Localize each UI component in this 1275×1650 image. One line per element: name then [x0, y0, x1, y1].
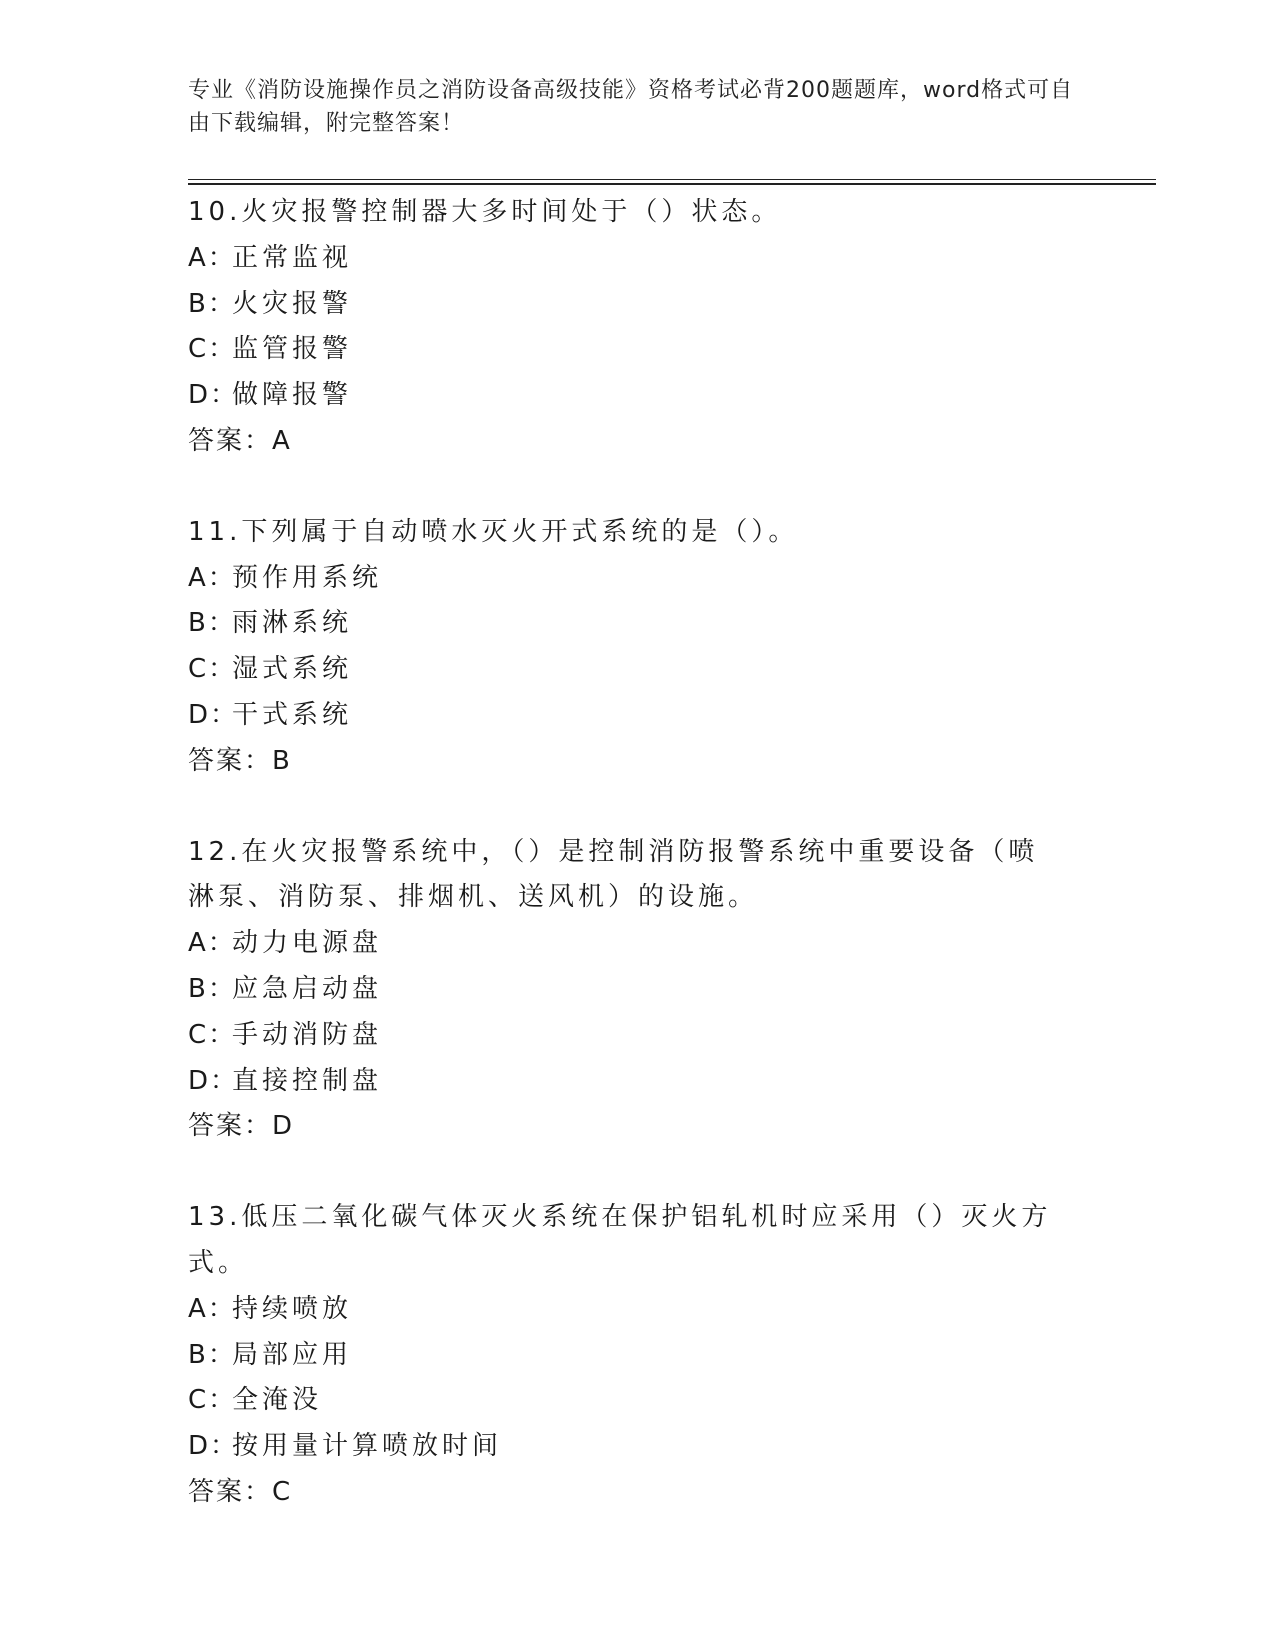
option-text: 正常监视 [232, 242, 353, 273]
option-key: A： [188, 562, 236, 593]
option-b [188, 967, 1088, 1013]
option-text: 直接控制盘 [232, 1065, 383, 1096]
option-text: 监管报警 [232, 334, 353, 365]
option-text: 按用量计算喷放时间 [232, 1431, 503, 1462]
option-text: 干式系统 [232, 699, 353, 730]
question-stem: 11.下列属于自动喷水灭火开式系统的是（）。 [188, 516, 799, 547]
question-10 [188, 190, 1088, 465]
option-key: D： [188, 1065, 239, 1096]
option-d [188, 693, 1088, 739]
option-b [188, 1333, 1088, 1379]
option-key: A： [188, 928, 236, 959]
answer-line: 答案：D [188, 1111, 295, 1142]
option-d [188, 1059, 1088, 1105]
option-key: C： [188, 334, 237, 365]
option-text: 手动消防盘 [232, 1019, 383, 1050]
option-text: 局部应用 [232, 1339, 353, 1370]
question-stem: 12.在火灾报警系统中，（）是控制消防报警系统中重要设备（喷淋泵、消防泵、排烟机、送风机）的设施。 [188, 836, 1039, 913]
answer-line: 答案：C [188, 1476, 293, 1507]
question-stem: 13.低压二氧化碳气体灭火系统在保护铝轧机时应采用（）灭火方式。 [188, 1202, 1052, 1278]
option-a [188, 1287, 1088, 1333]
document-header: 专业《消防设施操作员之消防设备高级技能》资格考试必背200题题库，word格式可自由下载编辑，附完整答案！ [188, 78, 1074, 136]
answer-line: 答案：B [188, 745, 292, 776]
answer-line: 答案：A [188, 425, 292, 456]
option-text: 火灾报警 [232, 288, 353, 319]
option-a [188, 556, 1088, 602]
option-text: 应急启动盘 [232, 973, 383, 1004]
option-a [188, 236, 1088, 282]
question-13 [188, 1195, 1088, 1516]
question-11 [188, 510, 1088, 785]
option-b [188, 601, 1088, 647]
question-stem: 10.火灾报警控制器大多时间处于（）状态。 [188, 197, 782, 227]
option-key: B： [188, 288, 236, 319]
header-divider-thin [188, 179, 1156, 180]
option-c [188, 327, 1088, 373]
option-c [188, 1013, 1088, 1059]
question-list [188, 190, 1088, 1561]
option-key: B： [188, 608, 236, 639]
option-key: A： [188, 1293, 236, 1324]
option-key: D： [188, 1431, 239, 1462]
option-text: 预作用系统 [232, 562, 383, 593]
option-c [188, 647, 1088, 693]
option-text: 湿式系统 [232, 654, 353, 685]
option-key: D： [188, 380, 239, 411]
option-key: C： [188, 654, 237, 685]
question-12 [188, 830, 1088, 1151]
option-text: 全淹没 [232, 1385, 323, 1416]
option-key: D： [188, 699, 239, 730]
option-d [188, 373, 1088, 419]
option-a [188, 921, 1088, 967]
header-divider-thick [188, 183, 1156, 185]
option-text: 做障报警 [232, 380, 353, 411]
option-key: C： [188, 1019, 237, 1050]
option-text: 动力电源盘 [232, 928, 383, 959]
option-key: A： [188, 242, 236, 273]
option-key: C： [188, 1385, 237, 1416]
option-key: B： [188, 973, 236, 1004]
option-key: B： [188, 1339, 236, 1370]
option-text: 雨淋系统 [232, 608, 353, 639]
option-d [188, 1424, 1088, 1470]
option-b [188, 282, 1088, 328]
option-text: 持续喷放 [232, 1293, 353, 1324]
option-c [188, 1378, 1088, 1424]
